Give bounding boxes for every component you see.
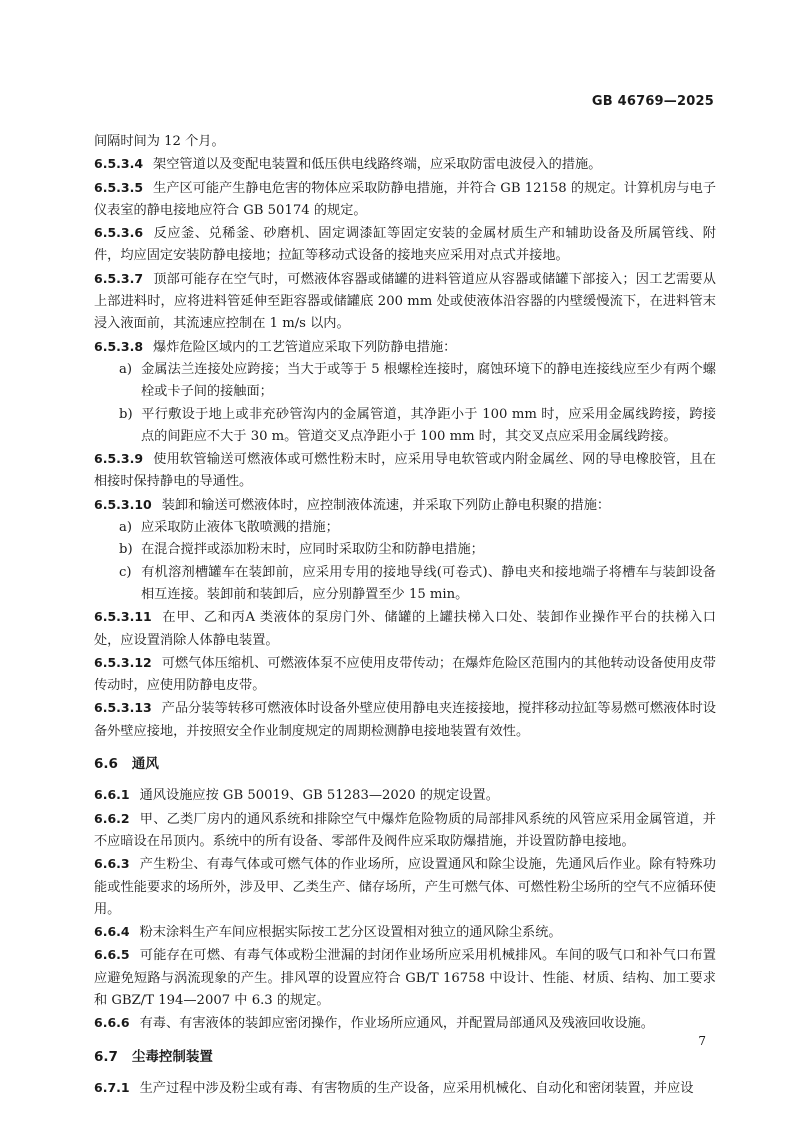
section-number: 6.7 (94, 1048, 118, 1065)
list-marker: a) (119, 520, 133, 536)
clause-6-6-4 (94, 921, 716, 944)
clause-6-6-6 (94, 1012, 716, 1035)
clause-number: 6.6.5 (94, 947, 130, 963)
section-title: 通风 (131, 756, 159, 773)
list-marker: b) (119, 542, 133, 558)
clause-text: 粉末涂料生产车间应根据实际按工艺分区设置相对独立的通风除尘系统。 (139, 925, 562, 941)
clause-text: 顶部可能存在空气时，可燃液体容器或储罐的进料管道应从容器或储罐下部接入；因工艺需要从上部进料时，应将进料管延伸至距容器或储罐底 200 mm 处或使液体沿容器的内壁缓慢流下，在进料管末浸入液面前，其流速应控制在 1 m/s 以内。 (94, 271, 716, 332)
clause-text: 可燃气体压缩机、可燃液体泵不应使用皮带传动；在爆炸危险区范围内的其他转动设备使用皮带传动时，应使用防静电皮带。 (94, 655, 716, 694)
list-item-b (94, 539, 716, 561)
clause-6-5-3-11 (94, 606, 716, 652)
clause-text: 使用软管输送可燃液体或可燃性粉末时，应采用导电软管或内附金属丝、网的导电橡胶管，且在相接时保持静电的导通性。 (94, 452, 716, 490)
list-item-text: 金属法兰连接处应跨接；当大于或等于 5 根螺栓连接时，腐蚀环境下的静电连接线应至少有两个螺栓或卡子间的接触面； (141, 361, 716, 400)
clause-text: 反应釜、兑稀釜、砂磨机、固定调漆缸等固定安装的金属材质生产和辅助设备及所属管线、附件，均应固定安装防静电接地；拉缸等移动式设备的接地夹应采用对点式并接地。 (94, 226, 716, 264)
clause-6-6-5 (94, 944, 716, 1012)
clause-text: 生产过程中涉及粉尘或有毒、有害物质的生产设备，应采用机械化、自动化和密闭装置，并应设 (139, 1080, 694, 1096)
section-title: 尘毒控制装置 (131, 1048, 213, 1065)
clause-text: 产品分装等转移可燃液体时设备外壁应使用静电夹连接接地，搅拌移动拉缸等易燃可燃液体时设备外壁应接地，并按照安全作业制度规定的周期检测静电接地装置有效性。 (94, 701, 716, 739)
page-number: 7 (698, 1034, 706, 1048)
list-item-text: 应采取防止液体飞散喷溅的措施； (141, 520, 339, 536)
clause-text: 爆炸危险区域内的工艺管道应采取下列防静电措施： (153, 339, 457, 355)
section-heading-6-7 (94, 1046, 716, 1068)
list-item-b (94, 404, 716, 449)
clause-6-6-1 (94, 784, 716, 807)
clause-text: 产生粉尘、有毒气体或可燃气体的作业场所，应设置通风和除尘设施，先通风后作业。除有特殊功能或性能要求的场所外，涉及甲、乙类生产、储存场所，产生可燃气体、可燃性粉尘场所的空气不应循环使用。 (94, 857, 716, 917)
clause-6-5-3-4 (94, 153, 716, 176)
clause-number: 6.6.3 (94, 856, 130, 872)
clause-number: 6.5.3.6 (94, 225, 144, 241)
clause-text: 架空管道以及变配电装置和低压供电线路终端，应采取防雷电波侵入的措施。 (153, 157, 602, 173)
clause-number: 6.6.1 (94, 787, 130, 803)
list-marker: b) (119, 406, 133, 422)
clause-number: 6.6.2 (94, 810, 130, 826)
clause-text: 生产区可能产生静电危害的物体应采取防静电措施，并符合 GB 12158 的规定。计算机房与电子仪表室的静电接地应符合 GB 50174 的规定。 (94, 180, 716, 218)
clause-number: 6.5.3.4 (94, 156, 144, 172)
clause-6-5-3-5 (94, 177, 716, 223)
clause-text: 通风设施应按 GB 50019、GB 51283—2020 的规定设置。 (139, 788, 499, 804)
list-item-text: 平行敷设于地上或非充砂管沟内的金属管道，其净距小于 100 mm 时，应采用金属线跨接，跨接点的间距应不大于 30 m。管道交叉点净距小于 100 mm 时，其交叉点应采用金属线跨接。 (141, 406, 716, 444)
clause-number: 6.5.3.13 (94, 700, 152, 716)
clause-number: 6.5.3.8 (94, 338, 144, 354)
clause-6-5-3-9 (94, 448, 716, 494)
list-item-a (94, 359, 716, 404)
clause-number: 6.6.6 (94, 1015, 130, 1031)
list-marker: a) (119, 361, 133, 377)
list-item-text: 有机溶剂槽罐车在装卸前，应采用专用的接地导线(可卷式)、静电夹和接地端子将槽车与装卸设备相互连接。装卸前和装卸后，应分别静置至少 15 min。 (141, 564, 716, 602)
clause-number: 6.5.3.11 (94, 609, 152, 625)
clause-text: 可能存在可燃、有毒气体或粉尘泄漏的封闭作业场所应采用机械排风。车间的吸气口和补气口布置应避免短路与涡流现象的产生。排风罩的设置应符合 GB/T 16758 中设计、性能、材质、结构、加工要求和 GBZ/T 194—2007 中 6.3 的规定。 (94, 948, 716, 1008)
clause-number: 6.5.3.12 (94, 654, 152, 670)
clause-number: 6.6.4 (94, 924, 130, 940)
clause-6-6-2 (94, 808, 716, 854)
list-item-c (94, 562, 716, 607)
clause-number: 6.5.3.9 (94, 451, 144, 467)
clause-6-5-3-8 (94, 336, 716, 359)
clause-number: 6.5.3.5 (94, 179, 144, 195)
list-item-a (94, 517, 716, 539)
clause-number: 6.5.3.7 (94, 270, 144, 286)
clause-number: 6.7.1 (94, 1079, 130, 1095)
section-heading-6-6 (94, 753, 716, 775)
clause-6-5-3-10 (94, 494, 716, 517)
clause-6-6-3 (94, 853, 716, 921)
paragraph-continuation: 间隔时间为 12 个月。 (94, 134, 225, 149)
list-marker: c) (119, 564, 132, 580)
clause-text: 在甲、乙和丙A 类液体的泵房门外、储罐的上罐扶梯入口处、装卸作业操作平台的扶梯入口处，应设置消除人体静电装置。 (94, 610, 716, 648)
clause-6-5-3-6 (94, 222, 716, 268)
clause-6-5-3-12 (94, 652, 716, 698)
document-body (94, 131, 716, 1100)
clause-text: 甲、乙类厂房内的通风系统和排除空气中爆炸危险物质的局部排风系统的风管应采用金属管道，并不应暗设在吊顶内。系统中的所有设备、零部件及阀件应采取防爆措施，并设置防静电接地。 (94, 811, 716, 849)
clause-6-7-1 (94, 1077, 716, 1100)
clause-text: 有毒、有害液体的装卸应密闭操作，作业场所应通风，并配置局部通风及残液回收设施。 (139, 1016, 654, 1032)
clause-text: 装卸和输送可燃液体时，应控制液体流速，并采取下列防止静电积聚的措施： (161, 497, 611, 513)
list-item-text: 在混合搅拌或添加粉末时，应同时采取防尘和防静电措施； (141, 542, 484, 558)
clause-number: 6.5.3.10 (94, 496, 152, 512)
clause-6-5-3-7 (94, 268, 716, 336)
clause-6-5-3-13 (94, 697, 716, 743)
section-number: 6.6 (94, 756, 118, 773)
document-code: GB 46769—2025 (591, 94, 714, 109)
